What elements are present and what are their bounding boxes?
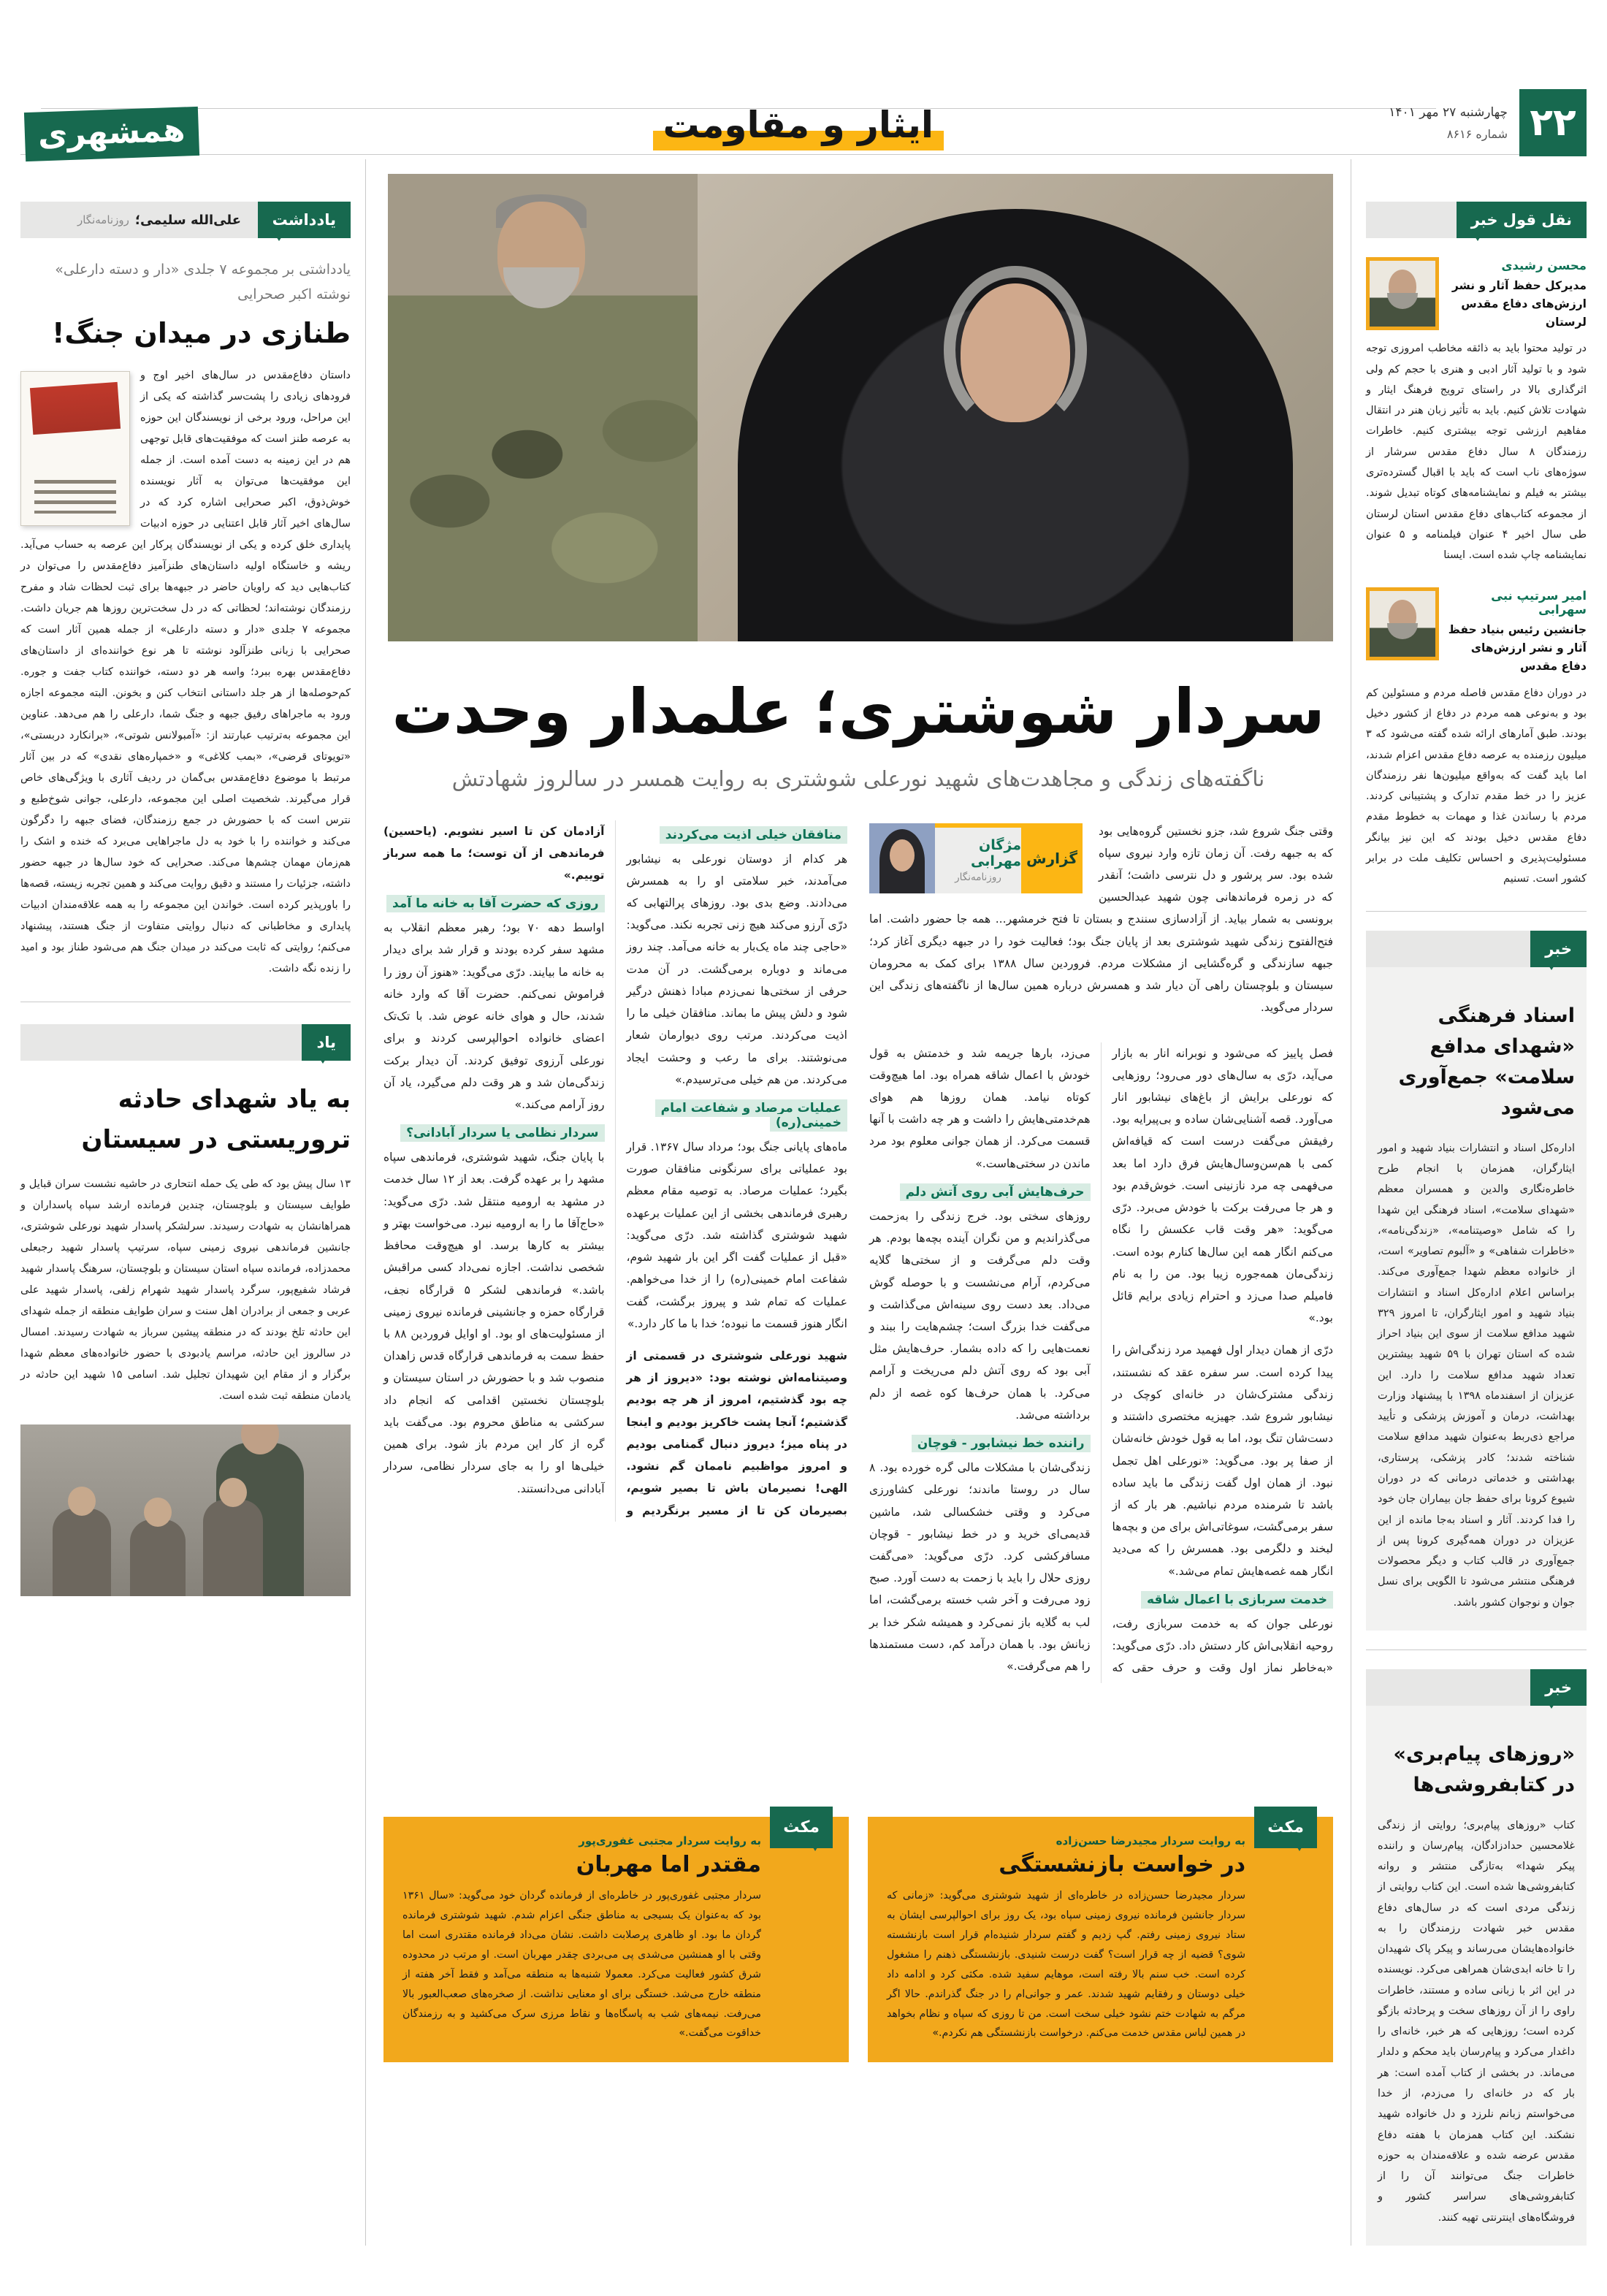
pause-body-1: سردار مجیدرضا حسن‌زاده در خاطره‌ای از شهید شوشتری می‌گوید: «زمانی که سردار جانشین فرمانده نیروی زمینی سپاه بود، یک روز برای احوالپرسی ایشان به ستاد نیروی زمینی رفتم. گپ زدیم و گفتم سردار شنیده‌ام قرار است بازنشسته شوی؟ قضیه از چه قرار است؟ گفت درست شنیدی. بازنشستگی ذهنم را مشغول کرده است. خب سنم بالا رفته است، موهایم سفید شده. مکثی کرد و ادامه داد خیلی دوستان و رفقایم شهید شدند. عمر و جوانی‌ام را در جنگ گذراندم. حالا اگر مرگم به شهادت ختم نشود خیلی سخت است. من تا روزی که سپاه و نظام بخواهد در همین لباس مقدس خدمت می‌کنم. درخواست بازنشستگی هم نکردم.» xyxy=(887,1889,1245,2040)
article-left-half xyxy=(383,820,847,1792)
section-title: ایثار و مقاومت xyxy=(653,104,944,150)
news-1-headline: اسناد فرهنگی «شهدای مدافع سلامت» جمع‌آوری می‌شود xyxy=(1398,1004,1575,1119)
memorial-photo xyxy=(20,1424,351,1596)
intro-text: وقتی جنگ شروع شد، جزو نخستین گروه‌هایی بود که به جبهه رفت. آن زمان تازه وارد نیروی سپاه شده بود. سر پرشور و دل نترسی داشت؛ آنقدر که در زمره فرماندهانی چون شهید عبدالحسین برونسی به شمار بیاید. از آزادسازی سنندج و بستان تا فتح خرمشهر... همه جا حضور داشت. اما فتح‌الفتوح زندگی شهید شوشتری بعد از پایان جنگ بود؛ فعالیت خود را در جبهه دیگری آغاز کرد؛ جبهه سازندگی و گره‌گشایی از مشکلات مردم. فروردین سال ۱۳۸۸ برای کمک به محرومان سیستان و بلوچستان راهی آن دیار شد و همسرش درباره همین سال‌ها از ناگفته‌های زندگی این سردار می‌گوید. xyxy=(869,824,1333,1015)
date-block xyxy=(1389,102,1508,145)
subhead-mersad: عملیات مرصاد و شفاعت امام خمینی(ره) xyxy=(627,1101,848,1130)
note-column xyxy=(20,159,351,2246)
article-paragraph: روزهای سختی بود. خرج زندگی را به‌زحمت می‌گذراندیم و من نگران آینده بچه‌ها بودم. هر وقت دلم می‌گرفت و از سختی‌ها گلایه می‌کردم، آرام می‌نشست و با حوصله گوش می‌داد. بعد دست روی سینه‌اش می‌گذاشت و می‌گفت خدا بزرگ است؛ چشم‌هایت را ببند و نعمت‌هایی را که داده بشمار. حرف‌هایش مثل آبی بود که روی آتش دلم می‌ریخت و آرامم می‌کرد. با همان حرف‌ها کوه غصه از دلم برداشته می‌شد. xyxy=(869,1209,1091,1422)
child-figure-2 xyxy=(130,1519,186,1596)
note-author-name: علی‌الله سلیمی؛ xyxy=(134,212,241,228)
quote-person-1 xyxy=(1366,257,1587,331)
reporter-photo xyxy=(869,823,935,893)
news-box-1 xyxy=(1366,931,1587,1630)
content-area xyxy=(20,159,1587,2246)
quote-meta-1 xyxy=(1448,257,1587,331)
article-intro xyxy=(869,820,1333,1029)
pause-kicker-2: به روایت سردار مجتبی غفوری‌پور xyxy=(579,1834,761,1847)
article-paragraph: فصل پاییز که می‌شود و نوبرانه انار به بازار می‌آید، درّی به سال‌های دور می‌رود؛ روزهایی که نورعلی برایش از باغ‌های نیشابور انار می‌آورد. قصه آشنایی‌شان ساده و بی‌پیرایه بود. رفیقش می‌گفت درست است که قیافه‌اش کمی با هم‌سن‌وسال‌هایش فرق دارد اما بعد می‌فهمی چه مرد نازنینی است. خوش‌قدم بود و هر جا می‌رفت برکت با خودش می‌برد. درّی می‌گوید: «هر وقت قاب عکسش را نگاه می‌کنم انگار همه این سال‌ها کنارم بوده است. زندگی‌مان همه‌جوره زیبا بود. من را به نام فامیلم صدا می‌زد و احترام زیادی برایم قائل بود.» xyxy=(1112,1046,1333,1325)
sidebar-divider-2 xyxy=(1366,1649,1587,1650)
reporter-name: مژگان مهرابی xyxy=(971,837,1021,870)
quote-body-1: در تولید محتوا باید به ذائقه مخاطب امروزی توجه شود و با تولید آثار ادبی و هنری با حجم کم ولی اثرگذاری بالا در راستای ترویج فرهنگ ایثار و شهادت تلاش کنیم. باید به تأثیر زبان هنر در انتقال مفاهیم ارزشی توجه بیشتری کنیم. خاطرات رزمندگان ۸ سال دفاع مقدس سرشار از سوژه‌های ناب است که باید با اقبال گسترده‌تری بیشتر به فیلم و نمایشنامه‌های کوتاه تبدیل شوند. از مجموعه کتاب‌های دفاع مقدس استان لرستان طی سال اخیر ۴ عنوان فیلمنامه و ۵ عنوان نمایشنامه چاپ شده است. ایسنا xyxy=(1366,343,1587,562)
quote-person-2 xyxy=(1366,587,1587,675)
sidebar-divider-1 xyxy=(1366,911,1587,912)
page-number-badge: ۲۲ xyxy=(1519,89,1587,156)
masthead-rule-bottom xyxy=(20,154,1587,155)
news-1-header xyxy=(1366,931,1587,967)
bottom-boxes xyxy=(383,1817,1333,2063)
widow-face xyxy=(961,283,1070,422)
main-article-photo xyxy=(383,174,1333,641)
reporter-role: روزنامه‌نگار xyxy=(955,872,1001,884)
note-kicker: یادداشتی بر مجموعه ۷ جلدی «دار و دسته دارعلی» نوشته اکبر صحرایی xyxy=(55,262,351,303)
news-box-2 xyxy=(1366,1669,1587,2246)
article-paragraph: نورعلی جوان که به خدمت سربازی رفت، روحیه انقلابی‌اش کار دستش داد. درّی می‌گوید: «به‌خاطر نماز اول وقت و حرف حقی که می‌زد، بارها جریمه شد و خدمتش به قول خودش با اعمال شاقه همراه بود. اما هیچ‌وقت کوتاه نیامد. همان روزها هم هوای هم‌خدمتی‌هایش را داشت و هر چه داشت با آنها قسمت می‌کرد. از همان جوانی معلوم بود مرد ماندن در سختی‌هاست.» xyxy=(869,1046,1333,1675)
pause-box-retirement xyxy=(868,1817,1333,2063)
quote-title-2: جانشین رئیس بنیاد حفظ آثار و نشر ارزش‌های دفاع مقدس xyxy=(1448,623,1587,673)
pause-kicker-1: به روایت سردار مجیدرضا حسن‌زاده xyxy=(1056,1834,1245,1847)
news-2-tab: خبر xyxy=(1530,1669,1587,1706)
article-paragraph: درّی از همان دیدار اول فهمید مرد زندگی‌اش را پیدا کرده است. سر سفره عقد که نشستند، زندگی مشترک‌شان در خانه‌ای کوچک در نیشابور شروع شد. جهیزیه مختصری داشتند و دست‌شان تنگ بود، اما به قول خودش خانه‌شان از صفا پر بود. می‌گوید: «نورعلی اهل تجمل نبود. از همان اول گفت زندگی ما باید ساده باشد تا شرمنده مردم نباشیم. هر بار که از سفر برمی‌گشت، سوغاتی‌اش برای من و بچه‌ها لبخند و دلگرمی بود. همسرش را که می‌دید انگار همه غصه‌هایش تمام می‌شد.» xyxy=(1112,1343,1333,1578)
article-paragraph: با پایان جنگ، شهید شوشتری، فرماندهی سپاه مشهد را بر عهده گرفت. بعد از ۱۲ سال خدمت در مشهد به ارومیه منتقل شد. درّی می‌گوید: «حاج‌آقا ما را به ارومیه نبرد. می‌خواست بهتر و بیشتر به کارها برسد. او هیچ‌وقت محافظ شخصی نداشت. اجازه نمی‌داد کسی مراقبش باشد.» فرماندهی لشکر ۵ قرارگاه نجف، قرارگاه حمزه و جانشینی فرمانده نیروی زمینی از مسئولیت‌های او بود. او اوایل فروردین ۸۸ با حفظ سمت به فرماندهی قرارگاه قدس زاهدان منصوب شد و با حضورش در استان سیستان و بلوچستان نخستین اقدامی که انجام داد سرکشی به مناطق محروم بود. می‌گفت باید گره از کار این مردم باز شود. برای همین خیلی‌ها او را به جای سردار نظامی، سردار آبادانی می‌دانستند. xyxy=(383,1151,605,1495)
note-headline: طنازی در میدان جنگ! xyxy=(52,317,351,350)
quote-section-header xyxy=(1366,202,1587,238)
child-figure-3 xyxy=(203,1500,263,1596)
news-2-inner xyxy=(1366,1725,1587,2228)
article-right-half xyxy=(869,820,1333,1792)
memorial-headline: به یاد شهدای حادثه تروریستی در سیستان xyxy=(81,1085,351,1154)
note-body-text: داستان دفاع‌مقدس در سال‌های اخیر اوج و فرودهای زیادی را پشت‌سر گذاشته که یکی از این مراحل، ورود برخی از نویسندگان این حوزه به عرصه طنز است که موفقیت‌های قابل توجهی هم در این زمینه به دست آمده است. از جمله این موفقیت‌ها می‌توان به آثار نویسنده خوش‌ذوق، اکبر صحرایی اشاره کرد که در سال‌های اخیر آثار قابل اعتنایی در حوزه ادبیات پایداری خلق کرده و یکی از نویسندگان پرکار این عرصه به حساب می‌آید. ریشه و خاستگاه اولیه داستان‌های طنزآمیز دفاع‌مقدس را می‌توان در کتاب‌هایی دید که راویان حاضر در جبهه‌ها برای ثبت لحظات شاد و مفرح رزمندگان نوشته‌اند؛ لحظاتی که در دل سخت‌ترین روزها هم جریان داشت. مجموعه ۷ جلدی «دار و دسته دارعلی» از جمله همین آثار است که صحرایی با زبانی طنزآلود نوشته تا هر نوع خواننده‌ای از داستان‌های دفاع‌مقدس بهره ببرد؛ واسه هر دو دسته، خواننده کتاب جفت و جوره. کم‌حوصله‌ها از هر جلد داستانی انتخاب کنن و بخونن. البته مجموعه اجازه ورود به ماجراهای رفیق جبهه و جنگ شما، دارعلی را هم می‌دهد. عناوین این مجموعه به‌ترتیب عبارتند از: «آمبولانس شوتی»، «برانکارد دربستی»، «تویوتای قرضی»، «بمب کلاغی» و «خمپاره‌های نقدی» که در بین آثار مرتبط با موضوع دفاع‌مقدس بی‌گمان در ردیف آثاری با ویژگی‌های خاص قرار می‌گیرند. شخصیت اصلی این مجموعه، دارعلی، جوانی شوخ‌طبع و نترس است که با حضورش در جمع رزمندگان، فضای جبهه را دگرگون می‌کند و خواننده را با خود به دل ماجراهایی می‌برد که خنده و اشک را هم‌زمان مهمان چشم‌ها می‌کند. صحرایی که خود سال‌ها در جبهه حضور داشته، جزئیات را مستند و دقیق روایت می‌کند و همین تجربه زیسته، قصه‌ها را باورپذیر کرده است. خواندن این مجموعه را به همه علاقه‌مندان ادبیات پایداری و مخاطبانی که دنبال روایتی متفاوت از جنگ هستند، پیشنهاد می‌کنم؛ روایتی که ثابت می‌کند در میدان جنگ هم می‌شود طناز بود و امید را زنده نگه داشت. xyxy=(20,370,351,975)
article-body xyxy=(383,820,1333,1792)
memorial-section-tab: یاد xyxy=(302,1024,351,1061)
date-line: چهارشنبه ۲۷ مهر ۱۴۰۱ xyxy=(1389,105,1508,120)
subhead-military-service: خدمت سربازی با اعمال شاقه xyxy=(1112,1593,1334,1607)
pause-box-kind-commander xyxy=(383,1817,849,2063)
news-1-tab: خبر xyxy=(1530,931,1587,967)
memorial-section-header xyxy=(20,1024,351,1061)
news-2-headline: «روزهای پیام‌بری» در کتابفروشی‌ها xyxy=(1393,1742,1575,1796)
note-body xyxy=(20,365,351,980)
quote-name-2: امیر سرتیپ نبی سهرابی xyxy=(1491,589,1587,617)
note-author-role: روزنامه‌نگار xyxy=(77,213,129,226)
paper-logo: همشهری xyxy=(24,107,199,161)
widow-photo xyxy=(698,196,1333,641)
byline-box xyxy=(869,823,1083,893)
subhead-driver-line: راننده خط نیشابور - قوچان xyxy=(869,1436,1091,1451)
quote-title-1: مدیرکل حفظ آثار و نشر ارزش‌های دفاع مقدس لرستان xyxy=(1451,279,1587,329)
pause-headline-1: در خواست بازنشستگی xyxy=(999,1851,1245,1877)
masthead xyxy=(20,0,1587,159)
news-1-body: اداره‌کل اسناد و انتشارات بنیاد شهید و امور ایثارگران، همزمان با انجام طرح خاطره‌نگاری والدین و همسران معظم «شهدای سلامت»، اسناد فرهنگی این شهدا را که شامل «وصیتنامه»، «زندگی‌نامه»، «خاطرات شفاهی» و «آلبوم تصاویر» است، از خانواده معظم شهدا جمع‌آوری می‌کند. براساس اعلام اداره‌کل اسناد و انتشارات بنیاد شهید و امور ایثارگران، تا امروز ۳۲۹ شهید مدافع سلامت از سوی این بنیاد احراز شده که استان تهران با ۵۹ شهید بیشترین تعداد شهید مدافع سلامت را دارد. این عزیزان از اسفندماه ۱۳۹۸ با پیشنهاد وزارت بهداشت، درمان و آموزش پزشکی و تأیید مراجع ذی‌ربط به‌عنوان شهید مدافع سلامت شناخته شدند؛ کادر پزشکی، پرستاری، بهداشتی و خدماتی درمانی که در دوران شیوع کرونا برای حفظ جان بیماران جان خود را فدا کردند. آثار و اسناد به‌جا مانده از این عزیزان در دوران همه‌گیری کرونا پس از جمع‌آوری در قالب کتاب و دیگر محصولات فرهنگی منتشر می‌شود تا الگویی برای نسل جوان و نوجوان کشور باشد. xyxy=(1378,1142,1575,1609)
article-paragraph: هر کدام از دوستان نورعلی به نیشابور می‌آمدند، خبر سلامتی او را به همسرش می‌دادند. وضع بدی بود. روزهای پرالتهابی که درّی آرزو می‌کند هیچ زنی تجربه نکند. می‌گوید: «حاجی چند ماه یک‌بار به خانه می‌آمد. چند روز می‌ماند و دوباره برمی‌گشت. در آن مدت حرفی از سختی‌ها نمی‌زدم مبادا ذهنش درگیر شود و دلش پیش ما بماند. منافقان خیلی ما را اذیت می‌کردند. مرتب روی دیوارمان شعار می‌نوشتند. برای ما رعب و وحشت ایجاد می‌کردند. من هم خیلی می‌ترسیدم.» xyxy=(626,852,847,1086)
pause-headline-2: مقتدر اما مهربان xyxy=(576,1851,761,1877)
article-columns-right xyxy=(869,1042,1333,1684)
subhead-sardar-abadani: سردار نظامی یا سردار آبادانی؟ xyxy=(383,1126,605,1140)
subhead-water-on-fire: حرف‌هایش آبی روی آتش دلم xyxy=(869,1185,1091,1200)
article-paragraph: اواسط دهه ۷۰ بود؛ رهبر معظم انقلاب به مشهد سفر کرده بودند و قرار شد برای دیدار به خانه ما بیایند. درّی می‌گوید: «هنوز آن روز را فراموش نمی‌کنم. حضرت آقا که وارد خانه شدند، حال و هوای خانه عوض شد. با تک‌تک اعضای خانواده احوالپرسی کردند و برای نورعلی آرزوی توفیق کردند. آن دیدار برکت زندگی‌مان شد و هر وقت دلم می‌گیرد، یاد آن روز آرامم می‌کند.» xyxy=(383,921,605,1111)
note-section-header xyxy=(20,202,351,238)
book-cover-image xyxy=(20,371,130,526)
sidebar-quotes xyxy=(1366,159,1587,2246)
child-figure-1 xyxy=(53,1509,111,1596)
quote-name-1: محسن رشیدی xyxy=(1501,259,1587,272)
article-paragraph: زندگی‌شان با مشکلات مالی گره خورده بود. ۸ سال در روستا ماندند؛ نورعلی کشاورزی می‌کرد و وقتی خشکسالی شد، ماشین قدیمی‌ای خرید و در خط نیشابور - قوچان مسافرکشی کرد. درّی می‌گوید: «می‌گفت روزی حلال را باید با زحمت به دست آورد. صبح زود می‌رفت و آخر شب خسته برمی‌گشت، اما لب به گلایه باز نمی‌کرد و همیشه شکر خدا بر زبانش بود. با همان درآمد کم، دست مستمندها را هم می‌گرفت.» xyxy=(869,1461,1091,1674)
portrait-photo-1 xyxy=(1366,257,1439,330)
note-author-bar xyxy=(31,202,241,238)
quote-section-tab: نقل قول خبر xyxy=(1457,202,1587,238)
article-columns-left xyxy=(383,820,847,1522)
main-article xyxy=(365,159,1351,2246)
pause-tab-2: مکث xyxy=(770,1807,833,1848)
portrait-photo-2 xyxy=(1366,587,1439,660)
issue-number: شماره ۸۶۱۶ xyxy=(1446,126,1508,141)
soldier-inset-photo xyxy=(383,174,698,641)
main-headline: سردار شوشتری؛ علمدار وحدت xyxy=(392,676,1325,747)
subhead-monafeghan: منافقان خیلی اذیت می‌کردند xyxy=(627,828,848,842)
memorial-body: ۱۳ سال پیش بود که طی یک حمله انتحاری در حاشیه نشست سران قبایل و طوایف سیستان و بلوچستان، چندین فرمانده ارشد سپاه پاسداران و همراهانشان به شهادت رسیدند. سرلشکر پاسدار شهید نورعلی شوشتری، جانشین فرماندهی نیروی زمینی سپاه، سرتیپ پاسدار شهید رجبعلی محمدزاده، فرمانده سپاه استان سیستان و بلوچستان، سرهنگ پاسدار شهید فرشاد شفیع‌پور، سرگرد پاسدار شهید شهرام زلفی، پاسدار شهید علی عربی و جمعی از برادران اهل سنت و سران طوایف منطقه از جمله شهدای این حادثه تلخ بودند که در منطقه پیشین سرباز به شهادت رسیدند. امسال در سالروز این حادثه، مراسم یادبودی با حضور خانواده‌های معظم شهدا برگزار و از مقام این شهیدان تجلیل شد. اسامی ۱۵ شهید این حادثه در یادمان منطقه ثبت شده است. xyxy=(20,1178,351,1403)
pause-tab-1: مکث xyxy=(1254,1807,1317,1848)
main-subtitle: ناگفته‌های زندگی و مجاهدت‌های شهید نورعلی شوشتری به روایت همسر در سالروز شهادتش xyxy=(451,766,1265,791)
quote-meta-2 xyxy=(1448,587,1587,675)
news-1-inner xyxy=(1366,986,1587,1612)
soldier-beard xyxy=(503,267,579,308)
pause-body-2: سردار مجتبی غفوری‌پور در خاطره‌ای از فرمانده گردان خود می‌گوید: «سال ۱۳۶۱ بود که به‌عنوان یک بسیجی به مناطق جنگی اعزام شدم. شهید شوشتری فرمانده گردان ما بود. او ظاهری پرصلابت داشت. نشان می‌داد فرمانده مقتدری است اما وقتی با او همنشین می‌شدی پی می‌بردی چقدر مهربان است. او مرتب در محدوده شرق کشور فعالیت می‌کرد. معمولا شنبه‌ها به منطقه می‌آمد و فقط آخر هفته از منطقه خارج می‌شد. خستگی برای او معنایی نداشت. از صخره‌های صعب‌العبور بالا می‌رفت. نیمه‌های شب به پاسگاه‌ها و نقاط مرزی سرک می‌کشید و به رزمندگان خداقوت می‌گفت.» xyxy=(402,1889,761,2040)
note-section-tab: یادداشت xyxy=(258,202,351,238)
news-2-header xyxy=(1366,1669,1587,1706)
will-quote-block: شهید نورعلی شوشتری در قسمتی از وصیتنامه‌اش نوشته بود: «دیروز از هر چه بود گذشتیم، امروز از هر چه بودیم گذشتیم؛ آنجا پشت خاکریز بودیم و اینجا در پناه میز؛ دیروز دنبال گمنامی بودیم و امروز مواظبیم ناممان گم نشود. الهی! نصیرمان باش تا بصیر شویم، بصیرمان کن تا از مسیر برنگردیم و آزادمان کن تا اسیر نشویم. (یاحسین) فرماندهی از آن توست؛ ما همه سرباز توییم.» xyxy=(383,824,847,1517)
article-paragraph: ماه‌های پایانی جنگ بود؛ مرداد سال ۱۳۶۷. قرار بود عملیاتی برای سرنگونی منافقان صورت بگیرد؛ عملیات مرصاد. به توصیه مقام معظم رهبری فرماندهی بخشی از این عملیات برعهده شهید شوشتری گذاشته شد. درّی می‌گوید: «قبل از عملیات گفت اگر این بار شهید شوم، شفاعت امام خمینی(ره) را از خدا می‌خواهم. عملیات که تمام شد و پیروز برگشت، گفت انگار هنوز قسمت ما نبوده؛ خدا با ما کار دارد.» xyxy=(626,1140,848,1330)
subhead-leader-visit: روزی که حضرت آقا به خانه ما آمد xyxy=(383,896,605,911)
report-tab: گزارش xyxy=(1021,823,1083,893)
news-2-body: کتاب «روزهای پیام‌بری؛ روایتی از زندگی غلامحسین حدادزادگان، پیام‌رسان و راننده پیکر شهدا» به‌تازگی منتشر و روانه کتابفروشی‌ها شده است. این کتاب روایتی از زندگی مردی است که در سال‌های دفاع مقدس خبر شهادت رزمندگان را به خانواده‌هایشان می‌رساند و پیکر پاک شهیدان را تا خانه ابدی‌شان همراهی می‌کرد. نویسنده در این اثر با زبانی ساده و مستند، خاطرات راوی را از آن روزهای سخت و پرحادثه بازگو کرده است؛ روزهایی که هر خبر، خانه‌ای را داغدار می‌کرد و پیام‌رسان باید محکم و دلدار می‌ماند. در بخشی از کتاب آمده است: هر بار که در خانه‌ای را می‌زدم، از خدا می‌خواستم زبانم نلرزد و دل خانواده شهید نشکند. این کتاب همزمان با هفته دفاع مقدس عرضه شده و علاقه‌مندان به حوزه خاطرات جنگ می‌توانند آن را از کتابفروشی‌های سراسر کشور و فروشگاه‌های اینترنتی تهیه کنند. xyxy=(1378,1819,1575,2224)
quote-body-2: در دوران دفاع مقدس فاصله مردم و مسئولین کم بود و به‌نوعی همه مردم در دفاع از کشور دخیل بودند. طبق آمارهای ارائه شده گفته می‌شود که ۳ میلیون رزمنده به عرصه دفاع مقدس اعزام شدند، اما باید گفت که به‌واقع میلیون‌ها نفر رزمندگان عزیز را در خط مقدم تدارک و پشتیبانی کردند. مردم با رساندن غذا و مهمات به خطوط مقدم دفاع مقدس دخیل بودند که این نیز بیانگر مسئولیت‌پذیری و احساس تکلیف ملت در برابر کشور است. تسنیم xyxy=(1366,687,1587,885)
byline-name-block xyxy=(935,823,1021,893)
